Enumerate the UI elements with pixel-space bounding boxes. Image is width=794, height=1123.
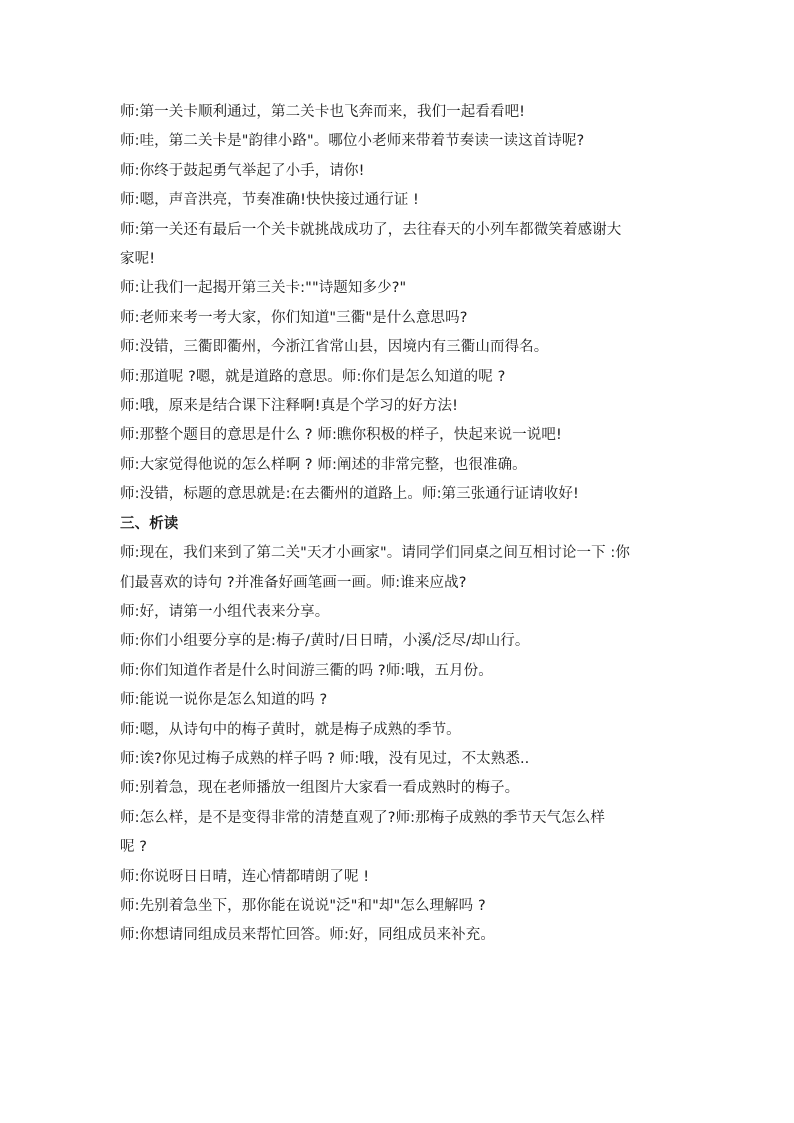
text-line: 师:能说一说你是怎么知道的吗 ? xyxy=(120,692,328,709)
text-line: 师:那道呢 ?嗯，就是道路的意思。师:你们是怎么知道的呢 ? xyxy=(120,368,506,385)
text-line: 师:你们知道作者是什么时间游三衢的吗 ?师:哦，五月份。 xyxy=(120,662,493,679)
text-line: 师:老师来考一考大家，你们知道"三衢"是什么意思吗? xyxy=(120,309,468,326)
text-line: 师:哇，第二关卡是"韵律小路"。哪位小老师来带着节奏读一读这首诗呢? xyxy=(120,133,585,150)
text-line: 师:让我们一起揭开第三关卡:""诗题知多少?" xyxy=(120,280,407,297)
text-line: 师:你们小组要分享的是:梅子/黄时/日日晴，小溪/泛尽/却山行。 xyxy=(120,633,530,650)
text-line: 师:没错，标题的意思就是:在去衢州的道路上。师:第三张通行证请收好! xyxy=(120,486,579,503)
text-line: 师:你想请同组成员来帮忙回答。师:好，同组成员来补充。 xyxy=(120,927,495,944)
text-line: 师:现在，我们来到了第二关"天才小画家"。请同学们同桌之间互相讨论一下 :你 xyxy=(120,545,631,562)
text-line: 师:大家觉得他说的怎么样啊 ? 师:阐述的非常完整，也很准确。 xyxy=(120,456,527,473)
text-line: 师:嗯，从诗句中的梅子黄时，就是梅子成熟的季节。 xyxy=(120,721,461,738)
text-line: 师:第一关还有最后一个关卡就挑战成功了，去往春天的小列车都微笑着感谢大 xyxy=(120,221,622,238)
section-heading: 三、析读 xyxy=(120,515,179,532)
text-line: 师:别着急，现在老师播放一组图片大家看一看成熟时的梅子。 xyxy=(120,780,520,797)
text-line: 呢 ? xyxy=(120,839,148,856)
text-line: 师:哦，原来是结合课下注释啊!真是个学习的好方法! xyxy=(120,398,459,415)
text-line: 师:嗯，声音洪亮，节奏准确!快快接过通行证 ! xyxy=(120,192,419,209)
text-line: 师:诶?你见过梅子成熟的样子吗 ? 师:哦，没有见过，不太熟悉.. xyxy=(120,750,530,767)
text-line: 师:第一关卡顺利通过，第二关卡也飞奔而来，我们一起看看吧! xyxy=(120,104,526,120)
text-line: 家呢! xyxy=(120,251,156,268)
text-line: 师:你终于鼓起勇气举起了小手，请你! xyxy=(120,162,365,179)
text-line: 师:没错，三衢即衢州，今浙江省常山县，因境内有三衢山而得名。 xyxy=(120,339,549,356)
document-body xyxy=(120,98,680,951)
text-line: 师:你说呀日日晴，连心情都晴朗了呢 ! xyxy=(120,868,370,885)
text-line: 师:那整个题目的意思是什么 ? 师:瞧你积极的样子，快起来说一说吧! xyxy=(120,427,562,444)
text-line: 师:先别着急坐下，那你能在说说"泛"和"却"怎么理解吗 ? xyxy=(120,897,486,914)
text-line: 们最喜欢的诗句 ?并准备好画笔画一画。师:谁来应战? xyxy=(120,574,467,591)
text-line: 师:好，请第一小组代表来分享。 xyxy=(120,603,330,620)
text-line: 师:怎么样，是不是变得非常的清楚直观了?师:那梅子成熟的季节天气怎么样 xyxy=(120,809,605,826)
